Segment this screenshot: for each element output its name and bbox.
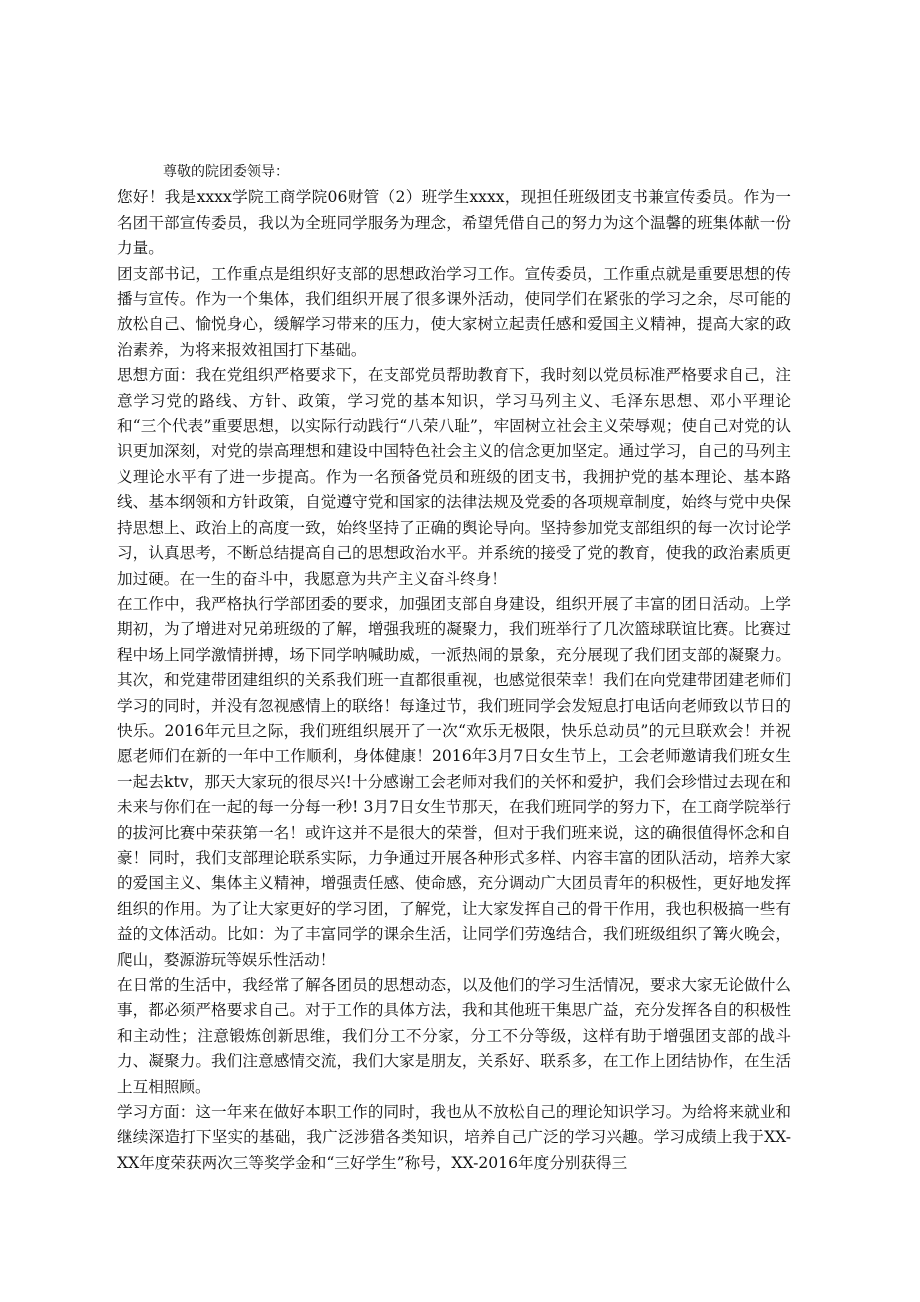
- salutation: 尊敬的院团委领导：: [163, 164, 289, 180]
- paragraph-greeting: 您好！我是xxxx学院工商学院06财管（2）班学生xxxx，现担任班级团支书兼宣传委员。作为一名团干部宣传委员，我以为全班同学服务为理念，希望凭借自己的努力为这个温馨的班集体献一份力量。: [117, 188, 791, 258]
- letter-body: [117, 160, 791, 1176]
- paragraph-ideology: 思想方面：我在党组织严格要求下，在支部党员帮助教育下，我时刻以党员标准严格要求自己，注意学习党的路线、方针、政策，学习党的基本知识，学习马列主义、毛泽东思想、邓小平理论和“三个代表”重要思想，以实际行动践行“八荣八耻”，牢固树立社会主义荣辱观；使自己对党的认识更加深刻，对党的崇高理想和建设中国特色社会主义的信念更加坚定。通过学习，自己的马列主义理论水平有了进一步提高。作为一名预备党员和班级的团支书，我拥护党的基本理论、基本路线、基本纲领和方针政策，自觉遵守党和国家的法律法规及党委的各项规章制度，始终与党中央保持思想上、政治上的高度一致，始终坚持了正确的舆论导向。坚持参加党支部组织的每一次讨论学习，认真思考，不断总结提高自己的思想政治水平。并系统的接受了党的教育，使我的政治素质更加过硬。在一生的奋斗中，我愿意为共产主义奋斗终身！: [117, 366, 791, 588]
- paragraph-league-secretary: 团支部书记，工作重点是组织好支部的思想政治学习工作。宣传委员，工作重点就是重要思想的传播与宣传。作为一个集体，我们组织开展了很多课外活动，使同学们在紧张的学习之余，尽可能的放松自己、愉悦身心，缓解学习带来的压力，使大家树立起责任感和爱国主义精神，提高大家的政治素养，为将来报效祖国打下基础。: [117, 264, 791, 359]
- paragraph-daily-life: 在日常的生活中，我经常了解各团员的思想动态，以及他们的学习生活情况，要求大家无论做什么事，都必须严格要求自己。对于工作的具体方法，我和其他班干集思广益，充分发挥各自的积极性和主动性；注意锻炼创新思维，我们分工不分家，分工不分等级，这样有助于增强团支部的战斗力、凝聚力。我们注意感情交流，我们大家是朋友，关系好、联系多，在工作上团结协作，在生活上互相照顾。: [117, 976, 791, 1096]
- paragraph-study: 学习方面：这一年来在做好本职工作的同时，我也从不放松自己的理论知识学习。为给将来就业和继续深造打下坚实的基础，我广泛涉猎各类知识，培养自己广泛的学习兴趣。学习成绩上我于XX-XX年度荣获两次三等奖学金和“三好学生”称号，XX-2016年度分别获得三: [117, 1103, 791, 1172]
- paragraph-work: 在工作中，我严格执行学部团委的要求，加强团支部自身建设，组织开展了丰富的团日活动。上学期初，为了增进对兄弟班级的了解，增强我班的凝聚力，我们班举行了几次篮球联谊比赛。比赛过程中场上同学激情拼搏，场下同学呐喊助威，一派热闹的景象，充分展现了我们团支部的凝聚力。其次，和党建带团建组织的关系我们班一直都很重视，也感觉很荣幸！我们在向党建带团建老师们学习的同时，并没有忽视感情上的联络！每逢过节，我们班同学会发短息打电话向老师致以节日的快乐。2016年元旦之际，我们班组织展开了一次“欢乐无极限，快乐总动员”的元旦联欢会！并祝愿老师们在新的一年中工作顺利，身体健康！2016年3月7日女生节上，工会老师邀请我们班女生一起去ktv，那天大家玩的很尽兴!十分感谢工会老师对我们的关怀和爱护，我们会珍惜过去现在和未来与你们在一起的每一分每一秒! 3月7日女生节那天，在我们班同学的努力下，在工商学院举行的拔河比赛中荣获第一名！或许这并不是很大的荣誉，但对于我们班来说，这的确很值得怀念和自豪！同时，我们支部理论联系实际，力争通过开展各种形式多样、内容丰富的团队活动，培养大家的爱国主义、集体主义精神，增强责任感、使命感，充分调动广大团员青年的积极性，更好地发挥组织的作用。为了让大家更好的学习团，了解党，让大家发挥自己的骨干作用，我也积极搞一些有益的文体活动。比如：为了丰富同学的课余生活，让同学们劳逸结合，我们班级组织了篝火晚会，爬山，婺源游玩等娱乐性活动！: [117, 594, 791, 969]
